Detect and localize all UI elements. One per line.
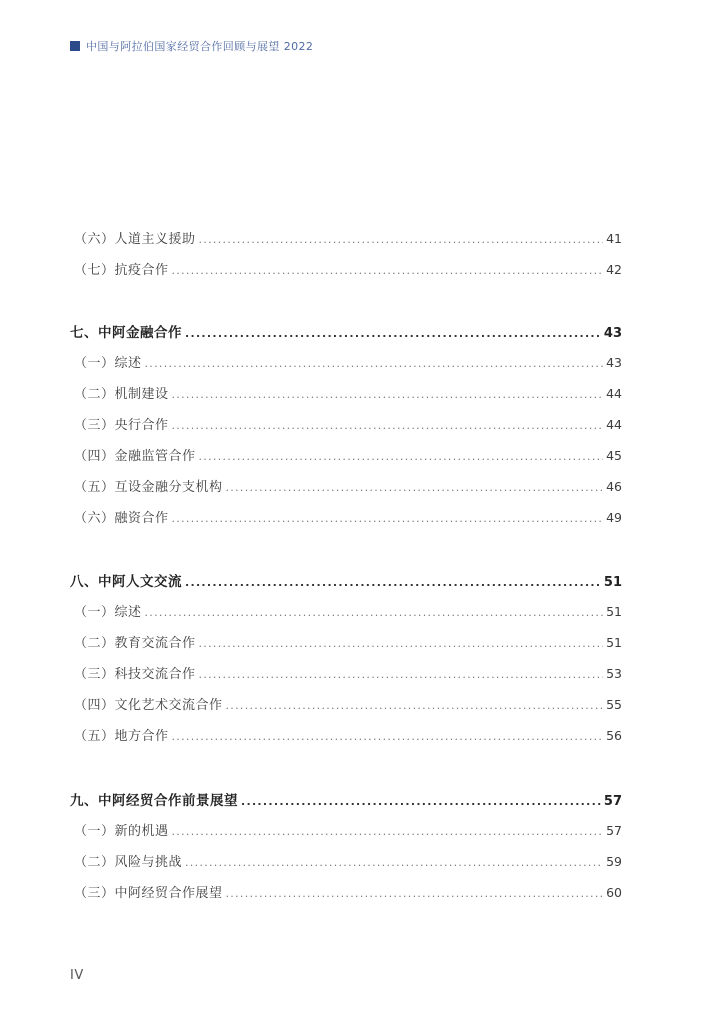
header-title: 中国与阿拉伯国家经贸合作回顾与展望 2022 (86, 40, 314, 53)
toc-entry-label: （一）综述 (74, 605, 142, 620)
toc-leader-dots (199, 450, 604, 463)
toc-leader-dots (172, 419, 604, 432)
toc-entry-label: （一）新的机遇 (74, 824, 169, 839)
toc-leader-dots (145, 357, 604, 370)
toc-entry-page: 43 (606, 355, 622, 370)
running-header (70, 39, 313, 53)
toc-chapter-label: 九、中阿经贸合作前景展望 (70, 793, 238, 809)
toc-chapter-page: 51 (603, 575, 622, 590)
toc-entry-label: （五）地方合作 (74, 729, 169, 744)
toc-chapter[interactable] (70, 321, 622, 343)
toc-chapter[interactable] (70, 570, 622, 592)
toc-entry-label: （五）互设金融分支机构 (74, 480, 223, 495)
toc-leader-dots (172, 388, 604, 401)
toc-entry-label: （三）中阿经贸合作展望 (74, 886, 223, 901)
toc-entry[interactable] (70, 259, 622, 281)
toc-entry-page: 51 (606, 635, 622, 650)
toc-leader-dots (199, 233, 604, 246)
toc-entry-page: 53 (606, 666, 622, 681)
toc-entry[interactable] (70, 228, 622, 250)
toc-entry[interactable] (70, 601, 622, 623)
toc-chapter-label: 八、中阿人文交流 (70, 574, 182, 590)
toc-entry-page: 44 (606, 386, 622, 401)
toc-chapter-page: 57 (603, 794, 622, 809)
toc-entry[interactable] (70, 352, 622, 374)
toc-entry-page: 42 (606, 262, 622, 277)
toc-entry-label: （四）文化艺术交流合作 (74, 698, 223, 713)
toc-chapter[interactable] (70, 789, 622, 811)
toc-entry[interactable] (70, 507, 622, 529)
toc-leader-dots (199, 637, 604, 650)
toc-entry-label: （七）抗疫合作 (74, 263, 169, 278)
toc-entry[interactable] (70, 725, 622, 747)
toc-entry-page: 51 (606, 604, 622, 619)
toc-entry-label: （三）科技交流合作 (74, 667, 196, 682)
toc-leader-dots (226, 887, 604, 900)
toc-entry-page: 59 (606, 854, 622, 869)
toc-entry-label: （六）人道主义援助 (74, 232, 196, 247)
toc-entry[interactable] (70, 445, 622, 467)
toc-entry[interactable] (70, 694, 622, 716)
header-square-icon (70, 41, 80, 51)
toc-leader-dots (226, 481, 604, 494)
toc-entry-label: （六）融资合作 (74, 511, 169, 526)
toc-entry-label: （二）机制建设 (74, 387, 169, 402)
toc-leader-dots (145, 606, 604, 619)
toc-leader-dots (226, 699, 604, 712)
toc-leader-dots (172, 730, 604, 743)
toc-entry-page: 57 (606, 823, 622, 838)
toc-entry-page: 55 (606, 697, 622, 712)
toc-entry-page: 60 (606, 885, 622, 900)
page-number: IV (70, 968, 84, 983)
toc-leader-dots (185, 327, 601, 340)
toc-leader-dots (185, 856, 603, 869)
toc-entry-label: （四）金融监管合作 (74, 449, 196, 464)
toc-entry[interactable] (70, 851, 622, 873)
toc-leader-dots (185, 576, 601, 589)
toc-leader-dots (172, 264, 604, 277)
toc-entry[interactable] (70, 882, 622, 904)
toc-entry-label: （二）教育交流合作 (74, 636, 196, 651)
toc-entry-label: （一）综述 (74, 356, 142, 371)
toc-entry-page: 44 (606, 417, 622, 432)
toc-entry[interactable] (70, 820, 622, 842)
toc-entry-page: 46 (606, 479, 622, 494)
toc-entry-page: 41 (606, 231, 622, 246)
toc-entry-page: 45 (606, 448, 622, 463)
toc-entry-label: （二）风险与挑战 (74, 855, 183, 870)
toc-chapter-page: 43 (603, 326, 622, 341)
toc-entry[interactable] (70, 663, 622, 685)
toc-entry[interactable] (70, 476, 622, 498)
toc-entry[interactable] (70, 632, 622, 654)
toc-leader-dots (172, 825, 604, 838)
toc-chapter-label: 七、中阿金融合作 (70, 325, 182, 341)
toc-entry[interactable] (70, 383, 622, 405)
toc-entry[interactable] (70, 414, 622, 436)
toc-leader-dots (241, 795, 601, 808)
toc-entry-page: 49 (606, 510, 622, 525)
toc-entry-page: 56 (606, 728, 622, 743)
toc-leader-dots (172, 512, 604, 525)
toc-entry-label: （三）央行合作 (74, 418, 169, 433)
toc-leader-dots (199, 668, 604, 681)
